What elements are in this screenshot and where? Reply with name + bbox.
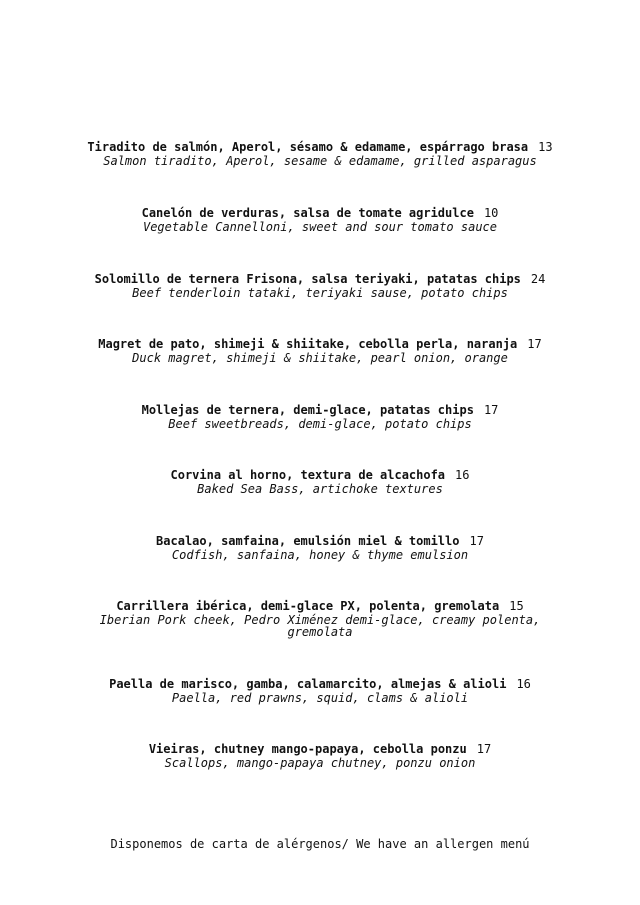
- dish-description: Salmon tiradito, Aperol, sesame & edamame, grilled asparagus: [103, 154, 537, 168]
- dish-price: 17: [476, 742, 492, 756]
- dish-description: Baked Sea Bass, artichoke textures: [197, 482, 443, 496]
- dish-title: Carrillera ibérica, demi-glace PX, polenta, gremolata 15: [116, 599, 524, 613]
- dish-title: Canelón de verduras, salsa de tomate agridulce 10: [141, 206, 499, 220]
- menu-item: [0, 533, 640, 561]
- dish-description: Beef sweetbreads, demi-glace, potato chips: [168, 417, 472, 431]
- menu-item: [0, 741, 640, 769]
- dish-price: 24: [530, 272, 546, 286]
- menu-item: [0, 598, 640, 638]
- dish-price: 17: [469, 534, 484, 548]
- allergen-notice: Disponemos de carta de alérgenos/ We have an allergen menú: [110, 837, 530, 851]
- dish-description: Iberian Pork cheek, Pedro Ximénez demi-glace, creamy polenta, gremolata: [99, 613, 541, 639]
- dish-price: 17: [483, 403, 499, 417]
- dish-description: Beef tenderloin tataki, teriyaki sause, potato chips: [132, 286, 508, 300]
- dish-title: Magret de pato, shimeji & shiitake, cebolla perla, naranja 17: [98, 337, 542, 351]
- dish-title: Corvina al horno, textura de alcachofa 16: [170, 468, 470, 482]
- dish-description: Codfish, sanfaina, honey & thyme emulsion: [171, 548, 469, 562]
- dish-price: 16: [455, 468, 470, 482]
- dish-description: Vegetable Cannelloni, sweet and sour tomato sauce: [142, 220, 497, 234]
- dish-description: Scallops, mango-papaya chutney, ponzu onion: [164, 756, 476, 770]
- menu-item: [0, 336, 640, 364]
- dish-title: Paella de marisco, gamba, calamarcito, almejas & alioli 16: [109, 677, 531, 691]
- dish-price: 15: [509, 599, 524, 613]
- menu-item: [0, 139, 640, 167]
- dish-title: Tiradito de salmón, Aperol, sésamo & edamame, espárrago brasa 13: [87, 140, 553, 154]
- dish-title: Bacalao, samfaina, emulsión miel & tomillo 17: [156, 534, 484, 548]
- menu-item: [0, 205, 640, 233]
- dish-title: Vieiras, chutney mango-papaya, cebolla ponzu 17: [148, 742, 492, 756]
- dish-title: Solomillo de ternera Frisona, salsa teriyaki, patatas chips 24: [94, 272, 546, 286]
- menu-item: [0, 467, 640, 495]
- menu-item: [0, 271, 640, 299]
- dish-price: 16: [516, 677, 531, 691]
- dish-price: 10: [483, 206, 499, 220]
- menu-item: [0, 676, 640, 704]
- dish-description: Paella, red prawns, squid, clams & alioli: [171, 691, 469, 705]
- menu-item: [0, 402, 640, 430]
- dish-price: 17: [527, 337, 542, 351]
- dish-price: 13: [538, 140, 553, 154]
- dish-title: Mollejas de ternera, demi-glace, patatas chips 17: [141, 403, 499, 417]
- dish-description: Duck magret, shimeji & shiitake, pearl onion, orange: [132, 351, 508, 365]
